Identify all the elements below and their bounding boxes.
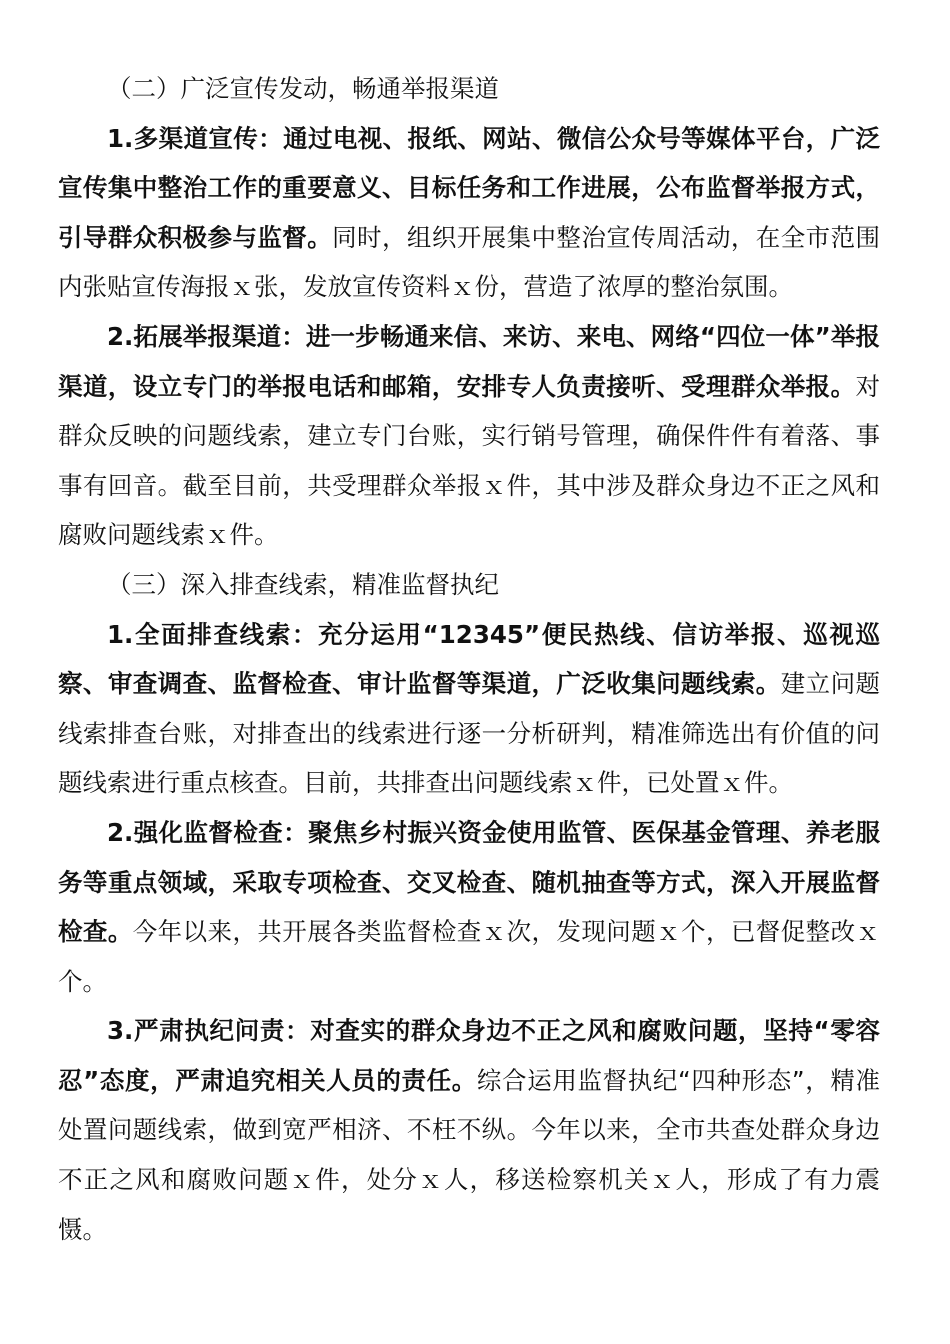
paragraph-three-2 <box>58 808 880 1006</box>
paragraph-lead: 1.多渠道宣传：通过电视、报纸、网站、微信公众号等媒体平台，广泛宣传集中整治工作的重要意义、目标任务和工作进展，公布监督举报方式，引导群众积极参与监督。 <box>58 123 880 252</box>
paragraph-two-2 <box>58 312 880 560</box>
paragraph-three-1 <box>58 610 880 808</box>
paragraph-lead: 1.全面排查线索：充分运用“12345”便民热线、信访举报、巡视巡察、审查调查、监督检查、审计监督等渠道，广泛收集问题线索。 <box>58 619 880 699</box>
paragraph-body: 综合运用监督执纪“四种形态”，精准处置问题线索，做到宽严相济、不枉不纵。今年以来，全市共查处群众身边不正之风和腐败问题ｘ件，处分ｘ人，移送检察机关ｘ人，形成了有力震慑。 <box>58 1065 880 1244</box>
paragraph-three-3 <box>58 1006 880 1254</box>
paragraph-body: 今年以来，共开展各类监督检查ｘ次，发现问题ｘ个，已督促整改ｘ个。 <box>58 917 880 996</box>
paragraph-body: 建立问题线索排查台账，对排查出的线索进行逐一分析研判，精准筛选出有价值的问题线索进行重点核查。目前，共排查出问题线索ｘ件，已处置ｘ件。 <box>58 669 880 798</box>
paragraph-lead: 3.严肃执纪问责：对查实的群众身边不正之风和腐败问题，坚持“零容忍”态度，严肃追究相关人员的责任。 <box>58 1016 880 1095</box>
paragraph-lead: 2.强化监督检查：聚焦乡村振兴资金使用监管、医保基金管理、养老服务等重点领域，采取专项检查、交叉检查、随机抽查等方式，深入开展监督检查。 <box>58 817 880 947</box>
document-page <box>58 64 880 1254</box>
paragraph-body: 同时，组织开展集中整治宣传周活动，在全市范围内张贴宣传海报ｘ张，发放宣传资料ｘ份，营造了浓厚的整治氛围。 <box>58 222 880 302</box>
section-heading-three: （三）深入排查线索，精准监督执纪 <box>107 569 499 599</box>
paragraph-two-1 <box>58 114 880 312</box>
paragraph-lead: 2.拓展举报渠道：进一步畅通来信、来访、来电、网络“四位一体”举报渠道，设立专门的举报电话和邮箱，安排专人负责接听、受理群众举报。 <box>58 321 880 401</box>
paragraph-body: 对群众反映的问题线索，建立专门台账，实行销号管理，确保件件有着落、事事有回音。截至目前，共受理群众举报ｘ件，其中涉及群众身边不正之风和腐败问题线索ｘ件。 <box>58 371 880 550</box>
section-heading-two: （二）广泛宣传发动，畅通举报渠道 <box>107 74 499 103</box>
